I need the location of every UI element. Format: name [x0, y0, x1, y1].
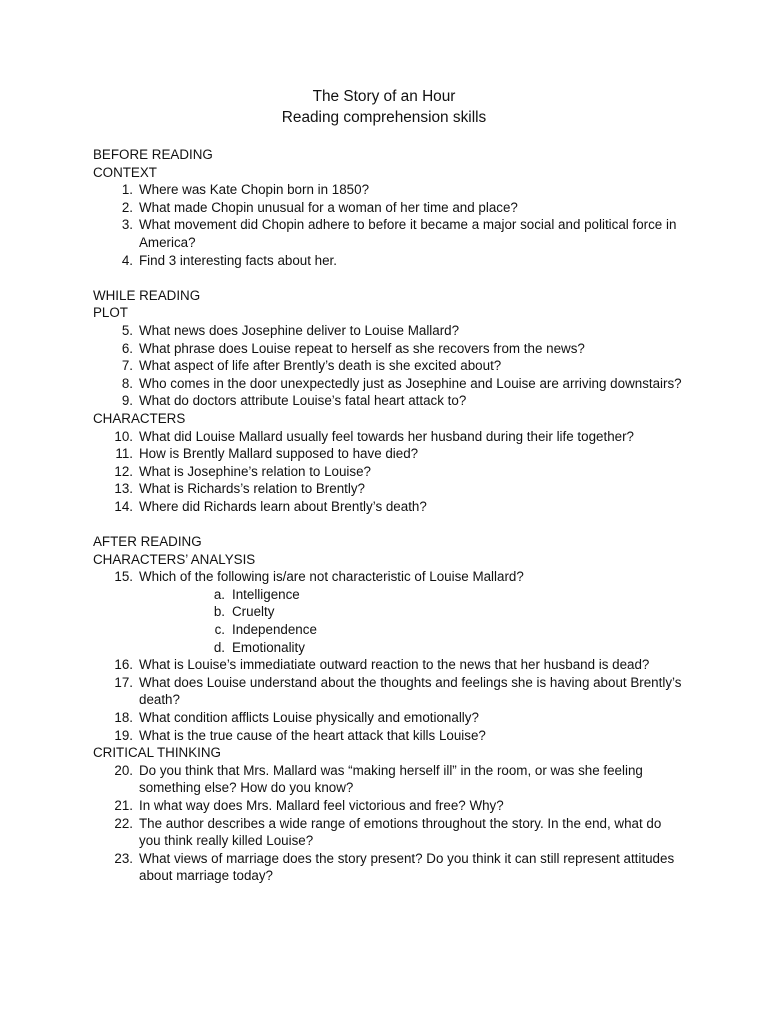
question-item [93, 199, 684, 217]
subsection-heading: CHARACTERS [93, 410, 186, 426]
option-letter: c. [214, 622, 225, 638]
question-item [93, 727, 684, 745]
question-item [93, 340, 684, 358]
question-text: What views of marriage does the story present? Do you think it can still represent attitudes about marriage today? [139, 850, 675, 884]
option-list [139, 586, 684, 656]
option-item [139, 621, 684, 639]
question-text: In what way does Mrs. Mallard feel victorious and free? Why? [139, 797, 504, 813]
question-text: What is the true cause of the heart attack that kills Louise? [139, 727, 486, 743]
section-heading: BEFORE READING [93, 147, 213, 162]
question-item [93, 181, 684, 199]
document-title: The Story of an Hour [312, 88, 456, 105]
question-text: What aspect of life after Brently’s death is she excited about? [139, 358, 502, 374]
question-text: Where was Kate Chopin born in 1850? [139, 182, 370, 198]
question-item [93, 252, 684, 270]
question-text: What movement did Chopin adhere to before it became a major social and political force in America? [139, 217, 677, 250]
question-item [93, 216, 684, 251]
question-item [93, 762, 684, 797]
question-text: Find 3 interesting facts about her. [139, 252, 338, 268]
question-text: What is Richards’s relation to Brently? [139, 481, 365, 497]
question-number: 18. [114, 710, 133, 725]
question-text: What did Louise Mallard usually feel towards her husband during their life together? [139, 428, 634, 444]
question-text: Which of the following is/are not characteristic of Louise Mallard? [139, 569, 524, 585]
question-number: 1. [121, 182, 133, 198]
question-item [93, 392, 684, 410]
option-text: Cruelty [232, 604, 275, 620]
question-text: Where did Richards learn about Brently’s death? [139, 498, 427, 514]
question-item [93, 357, 684, 375]
question-item [93, 709, 684, 727]
question-number: 15. [114, 569, 133, 585]
question-number: 22. [114, 815, 133, 831]
question-number: 7. [121, 358, 133, 374]
question-item [93, 480, 684, 498]
question-text: What made Chopin unusual for a woman of her time and place? [139, 199, 518, 215]
question-item [93, 445, 684, 463]
option-letter: b. [213, 604, 225, 620]
question-item [93, 797, 684, 815]
question-item [93, 463, 684, 481]
option-item [139, 603, 684, 621]
option-text: Independence [232, 622, 317, 638]
question-item [93, 656, 684, 674]
option-text: Emotionality [232, 639, 305, 655]
section-heading: AFTER READING [93, 534, 202, 550]
question-number: 8. [121, 375, 133, 391]
question-text: What does Louise understand about the thoughts and feelings she is having about Brently’s death? [139, 674, 682, 708]
section-heading: WHILE READING [93, 287, 201, 303]
question-item [93, 850, 684, 885]
question-list [93, 322, 693, 410]
question-number: 9. [121, 393, 133, 409]
option-letter: a. [213, 586, 225, 602]
question-text: What do doctors attribute Louise’s fatal heart attack to? [139, 393, 467, 409]
question-number: 17. [114, 674, 133, 690]
question-number: 12. [114, 463, 133, 479]
question-number: 19. [114, 727, 133, 743]
question-text: What phrase does Louise repeat to herself as she recovers from the news? [139, 340, 585, 356]
question-number: 6. [121, 340, 133, 356]
question-list [93, 181, 693, 269]
question-number: 14. [114, 498, 133, 514]
question-item [93, 815, 684, 850]
question-text: Do you think that Mrs. Mallard was “making herself ill” in the room, or was she feeling something else? How do you know? [139, 762, 643, 796]
question-number: 4. [121, 252, 133, 268]
section-spacer [93, 515, 693, 533]
question-text: The author describes a wide range of emotions throughout the story. In the end, what do you think really killed Louise? [139, 815, 662, 849]
question-item [93, 322, 684, 340]
section-spacer [93, 269, 693, 287]
question-item [93, 428, 684, 446]
subsection-heading: CHARACTERS’ ANALYSIS [93, 551, 256, 567]
question-text: What condition afflicts Louise physically and emotionally? [139, 710, 479, 725]
subsection-heading: CONTEXT [93, 164, 157, 180]
question-number: 10. [114, 428, 133, 444]
question-number: 21. [114, 797, 133, 813]
question-list [93, 428, 693, 516]
question-text: What news does Josephine deliver to Louise Mallard? [139, 322, 460, 338]
question-number: 23. [114, 850, 133, 866]
question-number: 3. [121, 217, 133, 233]
question-text: How is Brently Mallard supposed to have died? [139, 446, 419, 462]
question-text: What is Josephine’s relation to Louise? [139, 463, 371, 479]
document-subtitle: Reading comprehension skills [281, 109, 487, 126]
question-item [93, 568, 684, 656]
question-item [93, 674, 684, 709]
option-text: Intelligence [232, 586, 300, 602]
question-text: What is Louise’s immediatiate outward reaction to the news that her husband is dead? [139, 657, 650, 673]
question-number: 20. [114, 762, 133, 778]
question-number: 13. [114, 481, 133, 497]
title-block [0, 86, 768, 128]
question-number: 2. [121, 199, 133, 215]
question-list [93, 568, 693, 744]
option-item [139, 639, 684, 657]
question-item [93, 498, 684, 516]
subsection-heading: PLOT [93, 305, 128, 321]
question-content [93, 146, 693, 885]
question-item [93, 375, 684, 393]
option-item [139, 586, 684, 604]
question-number: 5. [121, 322, 133, 338]
subsection-heading: CRITICAL THINKING [93, 745, 221, 761]
question-number: 11. [115, 446, 133, 462]
question-number: 16. [114, 657, 133, 673]
question-list [93, 762, 693, 885]
option-letter: d. [213, 639, 225, 655]
question-text: Who comes in the door unexpectedly just as Josephine and Louise are arriving downstairs? [139, 375, 682, 391]
